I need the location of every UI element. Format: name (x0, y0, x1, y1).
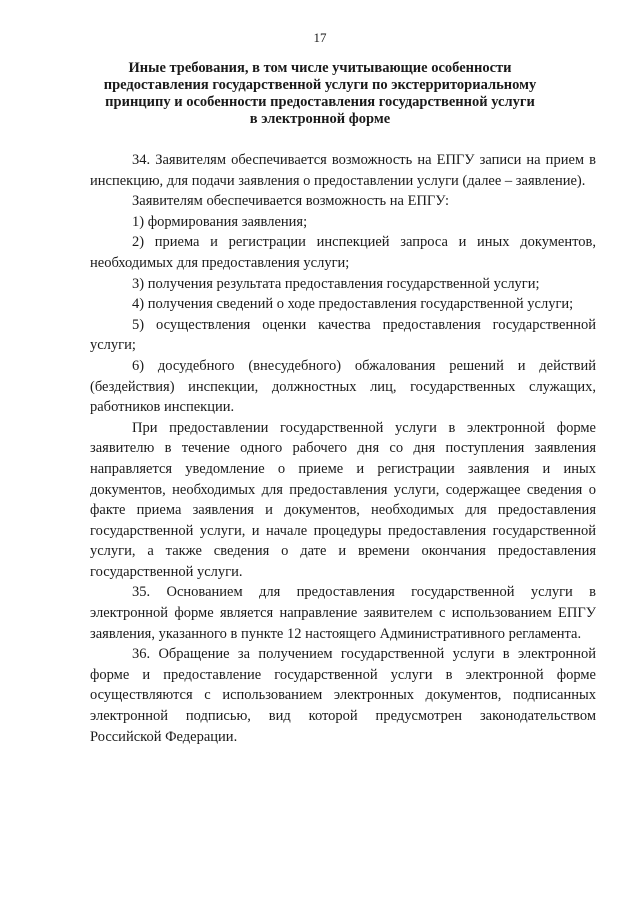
list-item-5: 5) осуществления оценки качества предоставления государственной услуги; (90, 316, 596, 354)
list-item-3: 3) получения результата предоставления государственной услуги; (132, 275, 540, 292)
heading-line-3: принципу и особенности предоставления государственной услуги (105, 94, 535, 110)
heading-line-4: в электронной форме (249, 111, 391, 127)
body-text (90, 150, 596, 747)
list-item-2: 2) приема и регистрации инспекцией запроса и иных документов, необходимых для предоставления услуги; (90, 234, 596, 271)
paragraph-intro-list: Заявителям обеспечивается возможность на ЕПГУ: (132, 193, 450, 210)
paragraph-35: 35. Основанием для предоставления государственной услуги в электронной форме является направление заявителем с использованием ЕПГУ заявления, указанного в пункте 12 настоящего Административного регламента. (90, 584, 596, 642)
paragraph-34: 34. Заявителям обеспечивается возможность на ЕПГУ записи на прием в инспекцию, для подачи заявления о предоставлении услуги (далее – заявление). (90, 152, 596, 189)
list-item-1: 1) формирования заявления; (132, 213, 308, 230)
list-item-6: 6) досудебного (внесудебного) обжалования решений и действий (бездействия) инспекции, должностных лиц, государственных служащих, работников инспекции. (90, 357, 596, 416)
heading-line-1: Иные требования, в том числе учитывающие особенности (128, 60, 512, 76)
page-number: 17 (313, 30, 327, 45)
section-heading (90, 60, 550, 128)
paragraph-notification: При предоставлении государственной услуги в электронной форме заявителю в течение одного рабочего дня со дня поступления заявления направляется уведомление о приеме и регистрации заявления и иных документов, необходимых для предоставления услуги, содержащее сведения о факте приема заявления и документов, необходимых для предоставления государственной услуги, и начале процедуры предоставления государственной услуги, а также сведения о дате и времени окончания предоставления государственной услуги. (90, 419, 596, 580)
paragraph-36: 36. Обращение за получением государственной услуги в электронной форме и предоставление государственной услуги в электронной форме осуществляются с использованием электронных документов, подписанных электронной подписью, вид которой предусмотрен законодательством Российской Федерации. (90, 646, 596, 745)
list-item-4: 4) получения сведений о ходе предоставления государственной услуги; (132, 296, 574, 313)
heading-line-2: предоставления государственной услуги по экстерриториальному (103, 77, 537, 93)
